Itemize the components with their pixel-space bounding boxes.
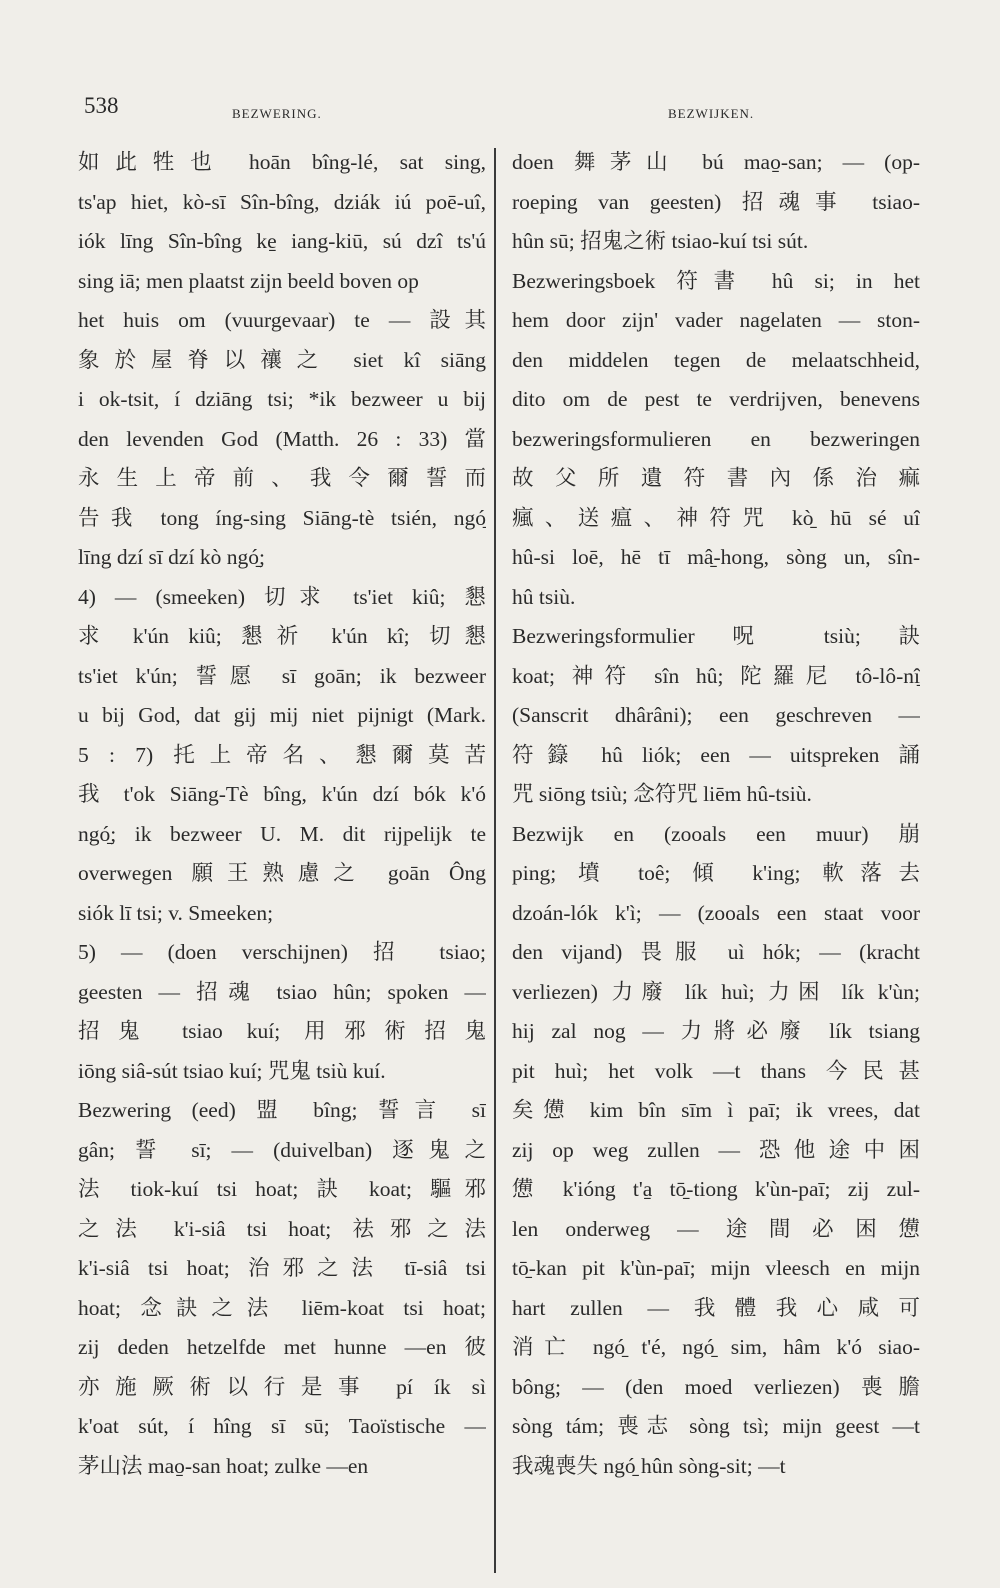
text-line: hem door zijn' vader nagelaten — ston- (512, 308, 920, 332)
text-line: sòng tám; 喪志 sòng tsì; mijn geest —t (512, 1414, 920, 1438)
text-line: 茅山法 mao̠-san hoat; zulke —en (78, 1453, 369, 1478)
text-line: dzoán-lók k'ì; — (zooals een staat voor (512, 900, 920, 925)
text-line: hû tsiù. (512, 584, 576, 609)
text-line: den middelen tegen de melaatschheid, (512, 347, 920, 372)
text-line: iōng siâ-sút tsiao kuí; 咒鬼 tsiù kuí. (78, 1058, 386, 1083)
text-line: siók lī tsi; v. Smeeken; (78, 900, 274, 925)
right-column (512, 143, 920, 1486)
right-running-head: BEZWIJKEN. (668, 106, 755, 121)
text-line: tō̠-kan pit k'ùn-paī; mijn vleesch en mijn (512, 1256, 920, 1280)
text-line: iók līng Sîn-bîng ke̠ iang-kiū, sú dzî ts'ú (78, 229, 486, 253)
text-line: hij zal nog — 力將必廢 lík tsiang (512, 1019, 920, 1043)
text-line: Bezweringsformulier 呪 tsiù; 訣 (512, 624, 920, 648)
text-line: 5 : 7) 托上帝名、懇爾莫苦 (78, 742, 486, 767)
text-line: 5) — (doen verschijnen) 招 tsiao; (78, 940, 486, 964)
text-line: ngó̠; ik bezweer U. M. dit rijpelijk te (78, 821, 486, 846)
text-line: den levenden God (Matth. 26 : 33) 當 (78, 426, 486, 451)
text-line: 矣憊 kim bîn sīm ì paī; ik vrees, dat (512, 1098, 920, 1122)
text-line: ts'ap hiet, kò-sī Sîn-bîng, dziák iú poē-uî, (78, 189, 486, 214)
text-line: 故父所遺符書內係治痲 (512, 466, 920, 490)
text-line: zij op weg zullen — 恐他途中困 (512, 1137, 920, 1162)
text-line: koat; 神符 sîn hû; 陀羅尼 tô-lô-nî̠ (512, 663, 920, 688)
text-line: līng dzí sī dzí kò ngó̠; (78, 545, 265, 569)
text-line: 法 tiok-kuí tsi hoat; 訣 koat; 驅邪 (78, 1177, 486, 1201)
text-line: u bij God, dat gij mij niet pijnigt (Mark. (78, 703, 486, 727)
text-line: roeping van geesten) 招魂事 tsiao- (512, 189, 920, 214)
text-line: overwegen 願王熟慮之 goān Ông (78, 861, 486, 885)
text-line: dito om de pest te verdrijven, benevens (512, 387, 920, 411)
text-line: hoat; 念訣之法 liēm-koat tsi hoat; (78, 1295, 486, 1320)
text-line: Bezwering (eed) 盟 bîng; 誓言 sī (78, 1098, 486, 1122)
text-line: pit huì; het volk —t thans 今民甚 (512, 1058, 920, 1083)
text-line: 消亡 ngó̠ t'é, ngó̠ sim, hâm k'ó siao- (512, 1335, 920, 1359)
text-line: het huis om (vuurgevaar) te — 設其 (78, 308, 486, 332)
text-line: 我 t'ok Siāng-Tè bîng, k'ún dzí bók k'ó (78, 782, 486, 806)
text-line: (Sanscrit dhârâni); een geschreven — (512, 703, 920, 727)
text-line: 告我 tong íng-sing Siāng-tè tsién, ngó̠ (78, 505, 486, 530)
left-running-head: BEZWERING. (232, 106, 322, 121)
text-line: 憊 k'ióng t'a̠ tō̠-tiong k'ùn-paī; zij zul- (512, 1177, 920, 1201)
text-line: 亦施厥術以行是事 pí ík sì (78, 1374, 486, 1399)
text-line: 象於屋脊以禳之 siet kî siāng (78, 347, 486, 372)
text-line: bezweringsformulieren en bezweringen (512, 426, 920, 451)
text-line: geesten — 招魂 tsiao hûn; spoken — (78, 979, 486, 1004)
text-line: len onderweg — 途間必困憊 (512, 1216, 920, 1241)
text-line: 永生上帝前、我令爾誓而 (78, 466, 486, 490)
text-line: sing iā; men plaatst zijn beeld boven op (78, 268, 419, 293)
column-divider (494, 148, 496, 1573)
left-column (78, 143, 486, 1486)
text-line: 符籙 hû liók; een — uitspreken 誦 (512, 742, 920, 767)
text-line: k'oat sút, í hîng sī sū; Taoïstische — (78, 1414, 486, 1438)
text-line: 4) — (smeeken) 切求 ts'iet kiû; 懇 (78, 584, 486, 609)
text-line: Bezwijk en (zooals een muur) 崩 (512, 821, 920, 846)
text-line: 招鬼 tsiao kuí; 用邪術招鬼 (78, 1019, 486, 1043)
text-line: 我魂喪失 ngó̠ hûn sòng-sit; —t (512, 1453, 786, 1478)
text-line: den vijand) 畏服 uì hók; — (kracht (512, 940, 920, 964)
text-line: verliezen) 力廢 lík huì; 力困 lík k'ùn; (512, 979, 920, 1004)
text-line: gân; 誓 sī; — (duivelban) 逐鬼之 (78, 1137, 486, 1162)
text-line: 之法 k'i-siâ tsi hoat; 祛邪之法 (78, 1216, 486, 1241)
text-line: 瘋、送瘟、神符咒 kò̠ hū sé uî (512, 505, 920, 530)
text-line: doen 舞茅山 bú mao̠-san; — (op- (512, 150, 920, 174)
text-line: hart zullen — 我體我心咸可 (512, 1295, 920, 1320)
text-line: k'i-siâ tsi hoat; 治邪之法 tī-siâ tsi (78, 1256, 486, 1280)
page-number: 538 (84, 93, 119, 118)
text-line: 如此牲也 hoān bîng-lé, sat sing, (78, 150, 486, 174)
text-line: zij deden hetzelfde met hunne —en 彼 (78, 1335, 486, 1359)
text-line: hû-si loē, hē tī mâ̠-hong, sòng un, sîn- (512, 545, 920, 569)
text-line: i ok-tsit, í dziāng tsi; *ik bezweer u bij (78, 387, 486, 411)
text-line: ts'iet k'ún; 誓愿 sī goān; ik bezweer (78, 663, 486, 688)
text-line: bông; — (den moed verliezen) 喪膽 (512, 1374, 920, 1399)
text-line: 咒 siōng tsiù; 念符咒 liēm hû-tsiù. (512, 782, 812, 806)
text-line: ping; 墳 toê; 傾 k'ing; 軟落去 (512, 861, 920, 885)
text-line: Bezweringsboek 符書 hû si; in het (512, 268, 920, 293)
text-line: 求 k'ún kiû; 懇祈 k'ún kî; 切懇 (78, 624, 486, 648)
text-line: hûn sū; 招鬼之術 tsiao-kuí tsi sút. (512, 229, 809, 253)
